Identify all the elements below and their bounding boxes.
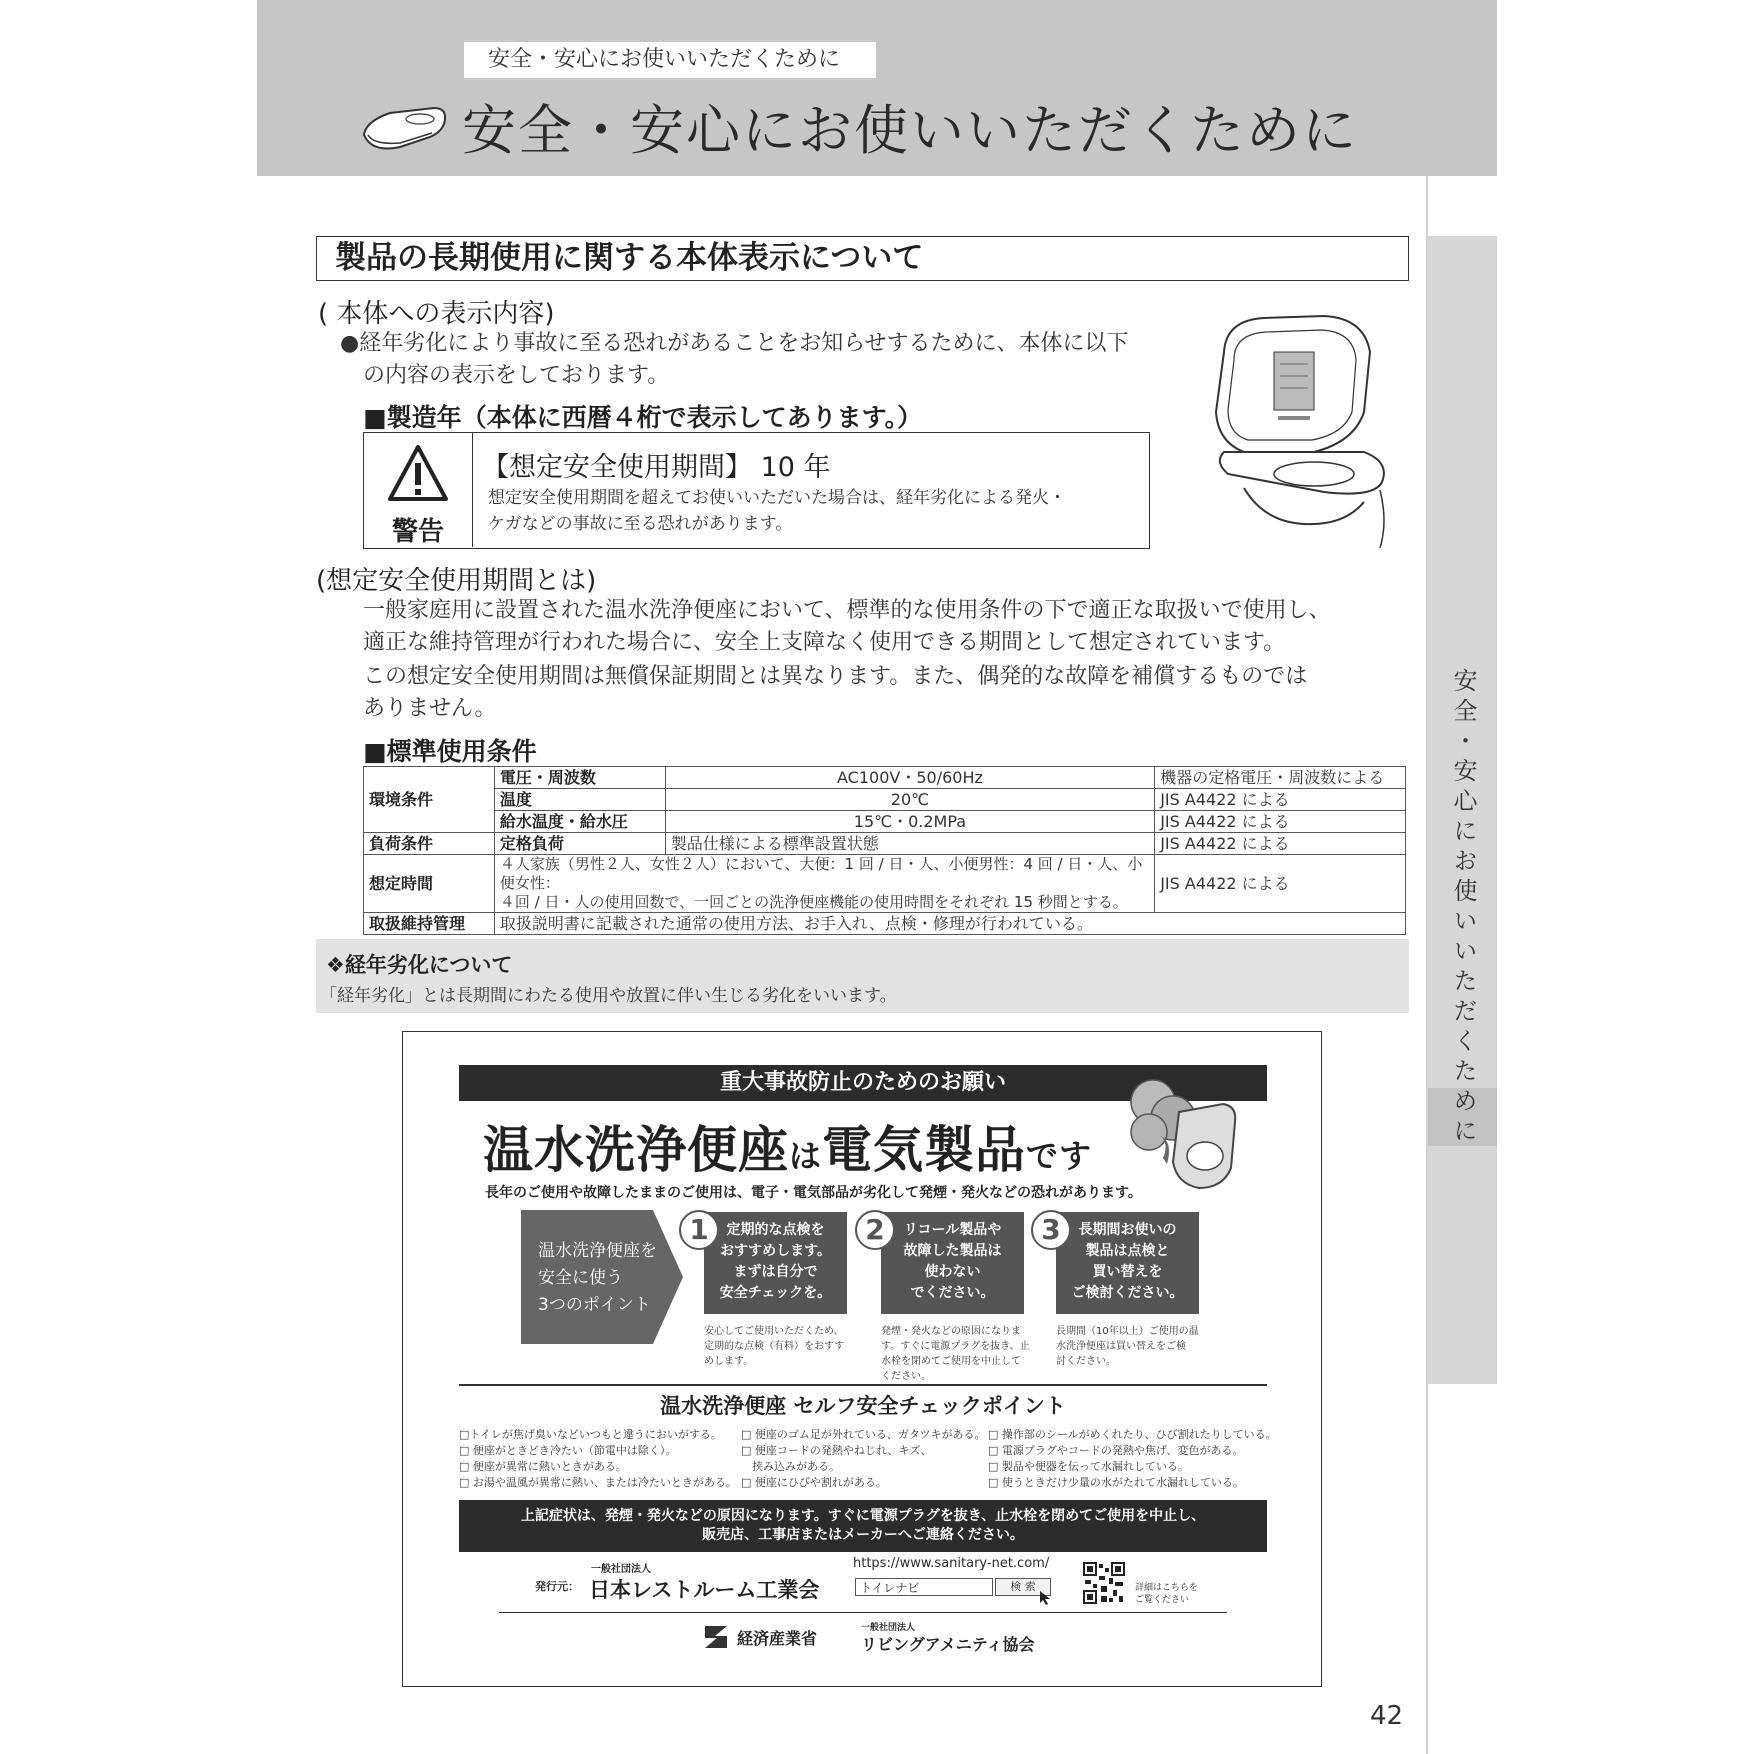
check-item: □ 操作部のシールがめくれたり、ひび割れたりしている。 bbox=[988, 1428, 1277, 1441]
points-label-line: 安全に使う bbox=[538, 1268, 623, 1288]
table-cell: 取扱維持管理 bbox=[364, 913, 495, 935]
display-bullet-line2: の内容の表示をしております。 bbox=[363, 363, 670, 388]
card-line: 長期間お使いの bbox=[1078, 1222, 1177, 1238]
safety-poster bbox=[402, 1031, 1322, 1687]
warning-line: ケガなどの事故に至る恐れがあります。 bbox=[488, 514, 793, 534]
poster-banner: 重大事故防止のためのお願い bbox=[459, 1065, 1267, 1101]
warning-label: 警告 bbox=[391, 517, 444, 547]
definition-p1-line1: 一般家庭用に設置された温水洗浄便座において、標準的な使用条件の下で適正な取扱いで使用し、 bbox=[363, 598, 1331, 623]
note-line: 安心してご使用いただくため、 bbox=[704, 1326, 844, 1337]
check-item: □ 便座にひびや割れがある。 bbox=[741, 1476, 887, 1489]
table-cell: JIS A4422 による bbox=[1155, 855, 1406, 913]
check-item: □ お湯や温風が異常に熱い、または冷たいときがある。 bbox=[459, 1476, 737, 1489]
card-line: まずは自分で bbox=[733, 1264, 818, 1280]
table-cell: 定格負荷 bbox=[494, 833, 665, 855]
poster-title-b: は bbox=[789, 1137, 823, 1175]
footer-divider bbox=[499, 1612, 1227, 1613]
table-cell: 製品仕様による標準設置状態 bbox=[665, 833, 1155, 855]
point-number-2: 2 bbox=[855, 1210, 895, 1250]
note-line: す。すぐに電源プラグを抜き、止 bbox=[881, 1341, 1030, 1352]
note-line: 定期的な点検（有料）をおすす bbox=[704, 1341, 845, 1352]
cursor-icon bbox=[1039, 1590, 1053, 1610]
table-row bbox=[364, 855, 1406, 913]
points-label bbox=[538, 1238, 657, 1319]
table-row bbox=[364, 789, 1406, 811]
toilet-seat-icon bbox=[360, 105, 450, 159]
card-line: 使わない bbox=[924, 1264, 981, 1280]
table-row bbox=[364, 767, 1406, 789]
year-heading: ■製造年（本体に西暦４桁で表示してあります。） bbox=[363, 403, 923, 432]
publisher-label: 発行元： bbox=[535, 1580, 579, 1593]
note-line: 水栓を閉めてご使用を中止して bbox=[881, 1356, 1021, 1367]
table-cell: 環境条件 bbox=[364, 767, 495, 833]
point-card-3 bbox=[1056, 1212, 1199, 1314]
warning-icon bbox=[386, 443, 450, 509]
poster-title-a: 温水洗浄便座 bbox=[483, 1121, 789, 1179]
card-line: 定期的な点検を bbox=[726, 1222, 825, 1238]
poster-warning-bar bbox=[459, 1500, 1267, 1552]
warning-title: 【想定安全使用期間】 10 年 bbox=[482, 452, 831, 483]
checks-column-2 bbox=[741, 1427, 986, 1491]
table-cell: 想定時間 bbox=[364, 855, 495, 913]
conditions-table bbox=[363, 766, 1406, 935]
warning-text bbox=[488, 485, 1138, 537]
section-title: 製品の長期使用に関する本体表示について bbox=[316, 236, 1409, 281]
ministry-logo-icon bbox=[701, 1622, 731, 1656]
table-cell: 給水温度・給水圧 bbox=[494, 811, 665, 833]
association-small: 一般社団法人 bbox=[861, 1623, 916, 1633]
check-item: □ 便座が異常に熱いときがある。 bbox=[459, 1460, 627, 1473]
table-row bbox=[364, 913, 1406, 935]
poster-title-d: です bbox=[1026, 1137, 1093, 1175]
checks-column-1 bbox=[459, 1427, 737, 1491]
table-cell: JIS A4422 による bbox=[1155, 789, 1406, 811]
point-note-3 bbox=[1056, 1324, 1199, 1369]
poster-title bbox=[483, 1110, 1092, 1182]
time-line: ４人家族（男性２人、女性２人）において、大便：1 回 / 日・人、小便男性：4 回 / 日・人、小便女性： bbox=[499, 855, 1143, 892]
publisher-name: 日本レストルーム工業会 bbox=[589, 1578, 820, 1602]
publisher-small: 一般社団法人 bbox=[591, 1564, 651, 1575]
page-title: 安全・安心にお使いいただくために bbox=[462, 99, 1358, 162]
note-line: めします。 bbox=[704, 1356, 754, 1367]
card-line: おすすめします。 bbox=[719, 1243, 832, 1259]
note-line: 発煙・発火などの原因になりま bbox=[881, 1326, 1021, 1337]
association-name: リビングアメニティ協会 bbox=[861, 1635, 1035, 1654]
header-tag: 安全・安心にお使いいただくために bbox=[464, 42, 876, 78]
side-tab-label: 安全・安心にお使いいただくために bbox=[1449, 668, 1477, 1148]
card-line: 買い替えを bbox=[1092, 1264, 1163, 1280]
point-card-1 bbox=[704, 1212, 847, 1314]
warning-bar-line: 販売店、工事店またはメーカーへご連絡ください。 bbox=[702, 1527, 1024, 1543]
display-bullet-line1: ●経年劣化により事故に至る恐れがあることをお知らせするために、本体に以下 bbox=[340, 331, 1129, 356]
check-item: □ 便座がときどき冷たい（節電中は除く）。 bbox=[459, 1444, 677, 1457]
table-cell: 15℃・0.2MPa bbox=[665, 811, 1155, 833]
point-number-1: 1 bbox=[679, 1210, 719, 1250]
definition-p2-line2: ありません。 bbox=[363, 696, 497, 721]
note-line: 長期間（10年以上）ご使用の温 bbox=[1056, 1326, 1199, 1337]
table-cell: JIS A4422 による bbox=[1155, 833, 1406, 855]
smoking-toilet-illustration bbox=[1123, 1072, 1243, 1200]
point-note-1 bbox=[704, 1324, 844, 1369]
website-url[interactable]: https://www.sanitary-net.com/ bbox=[853, 1556, 1050, 1571]
point-card-2 bbox=[881, 1212, 1024, 1314]
table-cell: AC100V・50/60Hz bbox=[665, 767, 1155, 789]
check-item: □ 便座のゴム足が外れている、ガタツキがある。 bbox=[741, 1428, 986, 1441]
warning-bar-line: 上記症状は、発煙・発火などの原因になります。すぐに電源プラグを抜き、止水栓を閉めてご使用を中止し、 bbox=[520, 1508, 1206, 1524]
card-line: 故障した製品は bbox=[903, 1243, 1002, 1259]
search-input[interactable]: トイレナビ bbox=[855, 1578, 993, 1596]
ministry-name: 経済産業省 bbox=[737, 1629, 818, 1648]
point-note-2 bbox=[881, 1324, 1030, 1384]
definition-heading: (想定安全使用期間とは) bbox=[316, 566, 597, 596]
search-button[interactable]: 検 索 bbox=[995, 1578, 1051, 1596]
toilet-illustration bbox=[1204, 312, 1394, 556]
poster-subtitle: 長年のご使用や故障したままのご使用は、電子・電気部品が劣化して発煙・発火などの恐れがあります。 bbox=[485, 1185, 1142, 1201]
table-cell: 電圧・周波数 bbox=[494, 767, 665, 789]
table-cell: 20℃ bbox=[665, 789, 1155, 811]
check-title: 温水洗浄便座 セルフ安全チェックポイント bbox=[459, 1384, 1267, 1420]
table-cell bbox=[494, 855, 1154, 913]
page-number: 42 bbox=[1370, 1701, 1404, 1731]
check-item: □ 電源プラグやコードの発熱や焦げ、変色がある。 bbox=[988, 1444, 1244, 1457]
detail-note bbox=[1135, 1582, 1198, 1606]
card-line: 安全チェックを。 bbox=[719, 1285, 832, 1301]
detail-line: ご覧ください bbox=[1135, 1595, 1190, 1605]
aging-title: ❖経年劣化について bbox=[326, 953, 513, 977]
check-item: □ 製品や便器を伝って水漏れしている。 bbox=[988, 1460, 1189, 1473]
detail-line: 詳細はこちらを bbox=[1135, 1583, 1199, 1593]
check-item: □ 使うときだけ少量の水がたれて水漏れしている。 bbox=[988, 1476, 1244, 1489]
aging-note bbox=[316, 939, 1409, 1013]
point-number-3: 3 bbox=[1031, 1210, 1071, 1250]
points-label-line: 3つのポイント bbox=[538, 1295, 651, 1315]
check-item: □トイレが焦げ臭いなどいつもと違うにおいがする。 bbox=[459, 1428, 722, 1441]
check-item: □ 便座コードの発熱やねじれ、キズ、 bbox=[741, 1444, 932, 1457]
warning-box bbox=[363, 432, 1150, 549]
points-label-line: 温水洗浄便座を bbox=[538, 1241, 657, 1261]
table-cell: JIS A4422 による bbox=[1155, 811, 1406, 833]
check-item: 挟み込みがある。 bbox=[741, 1460, 840, 1473]
card-line: 製品は点検と bbox=[1085, 1243, 1170, 1259]
table-row bbox=[364, 833, 1406, 855]
aging-text: 「経年劣化」とは長期間にわたる使用や放置に伴い生じる劣化をいいます。 bbox=[320, 986, 897, 1006]
warning-line: 想定安全使用期間を超えてお使いいただいた場合は、経年劣化による発火・ bbox=[488, 488, 1066, 508]
conditions-heading: ■標準使用条件 bbox=[363, 737, 537, 766]
table-cell: 温度 bbox=[494, 789, 665, 811]
poster-title-c: 電気製品 bbox=[822, 1121, 1027, 1179]
checks-column-3 bbox=[988, 1427, 1277, 1491]
table-row bbox=[364, 811, 1406, 833]
note-line: 水洗浄便座は買い替えをご検 bbox=[1056, 1341, 1186, 1352]
definition-p2-line1: この想定安全使用期間は無償保証期間とは異なります。また、偶発的な故障を補償するものでは bbox=[363, 664, 1308, 689]
time-line: ４回 / 日・人の使用回数で、一回ごとの洗浄便座機能の使用時間をそれぞれ 15 秒間とする。 bbox=[499, 893, 1128, 911]
table-cell: 取扱説明書に記載された通常の使用方法、お手入れ、点検・修理が行われている。 bbox=[494, 913, 1405, 935]
note-line: ください。 bbox=[881, 1371, 931, 1382]
table-cell: 負荷条件 bbox=[364, 833, 495, 855]
table-cell: 機器の定格電圧・周波数による bbox=[1155, 767, 1406, 789]
card-line: でください。 bbox=[910, 1285, 995, 1301]
card-line: リコール製品や bbox=[903, 1222, 1002, 1238]
qr-code-icon[interactable] bbox=[1083, 1562, 1125, 1608]
display-heading: ( 本体への表示内容) bbox=[318, 299, 555, 329]
card-line: ご検討ください。 bbox=[1071, 1285, 1184, 1301]
definition-p1-line2: 適正な維持管理が行われた場合に、安全上支障なく使用できる期間として想定されています。 bbox=[363, 630, 1286, 655]
note-line: 討ください。 bbox=[1056, 1356, 1116, 1367]
